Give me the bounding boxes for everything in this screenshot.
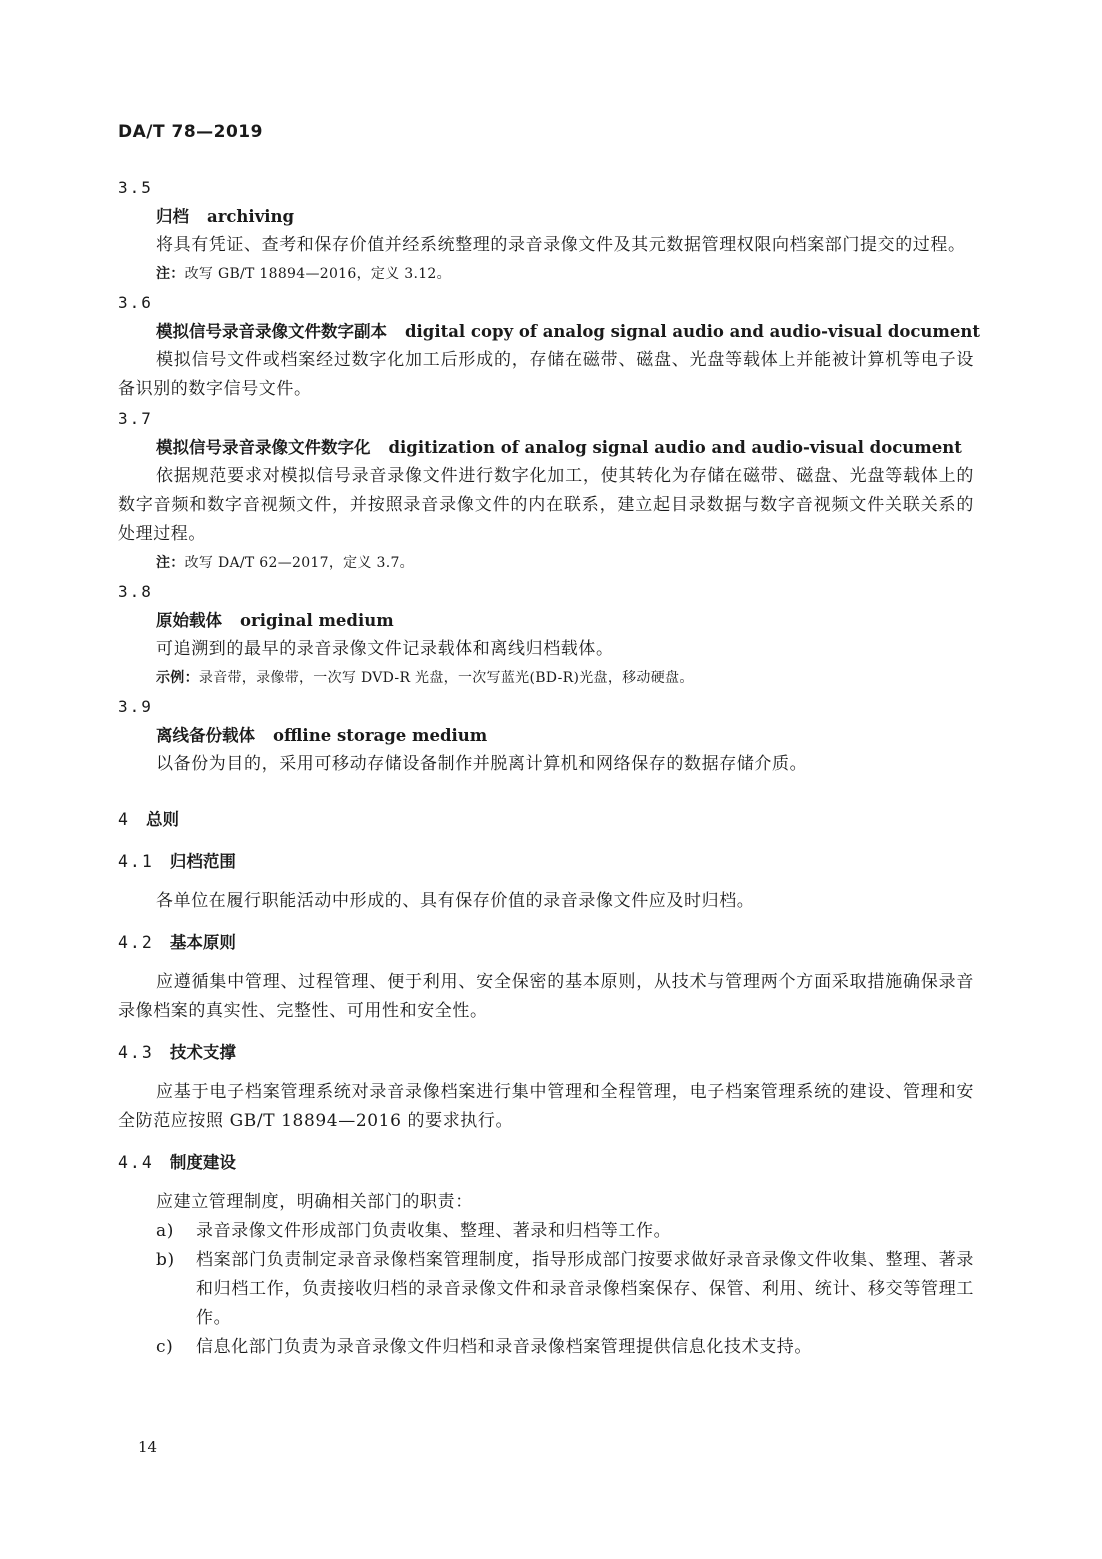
example-label: 示例： <box>156 670 199 686</box>
section-number: 3.8 <box>118 582 153 601</box>
list-item-text: 信息化部门负责为录音录像文件归档和录音录像档案管理提供信息化技术支持。 <box>196 1337 812 1357</box>
term-zh: 模拟信号录音录像文件数字化 <box>156 438 371 457</box>
term-en: digital copy of analog signal audio and audio-visual document <box>405 322 980 341</box>
section-number: 3.6 <box>118 293 153 312</box>
section-title: 制度建设 <box>169 1153 236 1172</box>
term-heading <box>118 433 974 462</box>
note <box>118 549 974 577</box>
section-heading <box>118 928 974 958</box>
definition: 模拟信号文件或档案经过数字化加工后形成的，存储在磁带、磁盘、光盘等载体上并能被计算机等电子设备识别的数字信号文件。 <box>118 350 974 399</box>
list-item <box>118 1333 974 1362</box>
paragraph: 应建立管理制度，明确相关部门的职责： <box>156 1192 473 1212</box>
definition: 将具有凭证、查考和保存价值并经系统整理的录音录像文件及其元数据管理权限向档案部门提交的过程。 <box>156 235 966 255</box>
standard-id: DA/T 78—2019 <box>118 122 263 142</box>
list-item-text: 录音录像文件形成部门负责收集、整理、著录和归档等工作。 <box>196 1221 672 1241</box>
duty-list <box>118 1217 974 1362</box>
paragraph: 应遵循集中管理、过程管理、便于利用、安全保密的基本原则，从技术与管理两个方面采取措施确保录音录像档案的真实性、完整性、可用性和安全性。 <box>118 972 974 1021</box>
chapter-heading <box>118 805 974 835</box>
term-en: digitization of analog signal audio and audio-visual document <box>388 438 962 457</box>
section-number: 3.5 <box>118 178 153 197</box>
term-zh: 原始载体 <box>156 611 222 630</box>
document-body <box>118 173 980 1362</box>
term-heading <box>118 317 980 346</box>
list-marker: c) <box>156 1337 174 1357</box>
section-number: 3.7 <box>118 409 153 428</box>
term-zh: 模拟信号录音录像文件数字副本 <box>156 322 387 341</box>
section-number: 4.2 <box>118 933 154 952</box>
chapter-number: 4 <box>118 810 130 829</box>
section-heading <box>118 1038 974 1068</box>
chapter-title: 总则 <box>145 810 179 829</box>
term-en: original medium <box>240 611 394 630</box>
list-marker: a) <box>156 1221 174 1241</box>
paragraph: 应基于电子档案管理系统对录音录像档案进行集中管理和全程管理，电子档案管理系统的建设、管理和安全防范应按照 GB/T 18894—2016 的要求执行。 <box>118 1082 974 1131</box>
term-en: offline storage medium <box>273 726 488 745</box>
note-text: 改写 GB/T 18894—2016，定义 3.12。 <box>184 266 451 282</box>
term-heading <box>118 606 974 635</box>
note <box>118 260 974 288</box>
example-text: 录音带，录像带，一次写 DVD-R 光盘，一次写蓝光(BD-R)光盘，移动硬盘。 <box>198 670 694 686</box>
section-title: 归档范围 <box>169 852 236 871</box>
definition: 依据规范要求对模拟信号录音录像文件进行数字化加工，使其转化为存储在磁带、磁盘、光盘等载体上的数字音频和数字音视频文件，并按照录音录像文件的内在联系，建立起目录数据与数字音视频文件关联关系的处理过程。 <box>118 466 974 544</box>
note-text: 改写 DA/T 62—2017，定义 3.7。 <box>184 555 414 571</box>
section-title: 技术支撑 <box>169 1043 236 1062</box>
section-heading <box>118 1148 974 1178</box>
term-zh: 离线备份载体 <box>156 726 255 745</box>
page-number: 14 <box>138 1438 158 1456</box>
section-number: 3.9 <box>118 697 153 716</box>
list-item <box>118 1217 974 1246</box>
term-heading <box>118 202 974 231</box>
definition: 可追溯到的最早的录音录像文件记录载体和离线归档载体。 <box>156 639 614 659</box>
term-heading <box>118 721 974 750</box>
section-number: 4.3 <box>118 1043 154 1062</box>
term-zh: 归档 <box>156 207 189 226</box>
term-en: archiving <box>207 207 295 226</box>
note-label: 注： <box>156 266 185 282</box>
section-number: 4.4 <box>118 1153 154 1172</box>
example <box>118 664 974 692</box>
definition: 以备份为目的，采用可移动存储设备制作并脱离计算机和网络保存的数据存储介质。 <box>156 754 808 774</box>
paragraph: 各单位在履行职能活动中形成的、具有保存价值的录音录像文件应及时归档。 <box>156 891 755 911</box>
note-label: 注： <box>156 555 185 571</box>
section-number: 4.1 <box>118 852 154 871</box>
list-item-text: 档案部门负责制定录音录像档案管理制度，指导形成部门按要求做好录音录像文件收集、整理、著录和归档工作，负责接收归档的录音录像文件和录音录像档案保存、保管、利用、统计、移交等管理工作。 <box>196 1250 974 1328</box>
section-title: 基本原则 <box>169 933 236 952</box>
list-item <box>118 1246 974 1333</box>
section-heading <box>118 847 974 877</box>
list-marker: b) <box>156 1250 175 1270</box>
